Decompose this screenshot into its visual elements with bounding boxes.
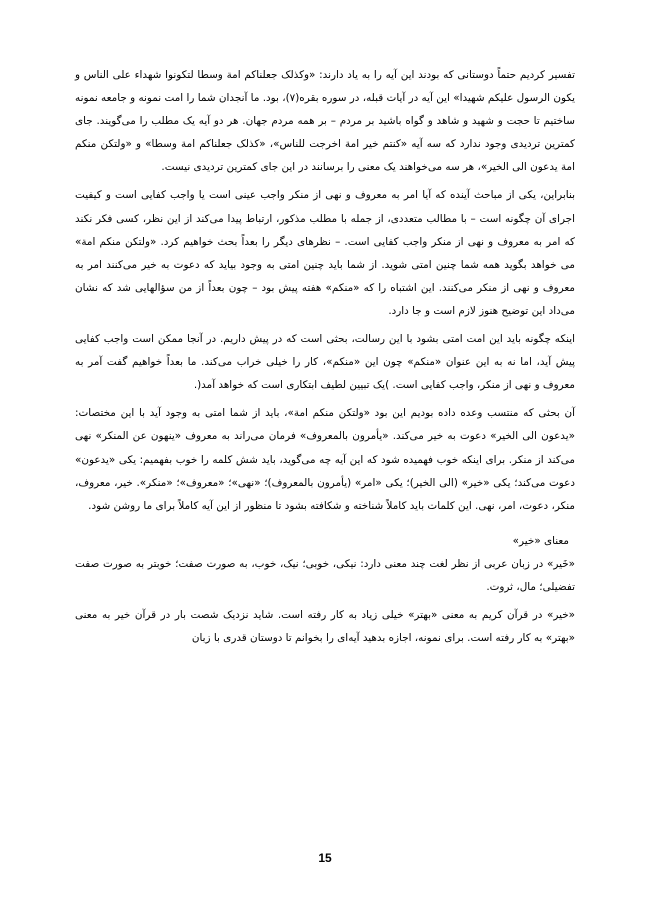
paragraph-khair-meaning: «خَیر» در زبان عربی از نظر لغت چند معنی دارد: نیکی، خوبی؛ نیک، خوب، به صورت صفت؛ خوبتر به صورت صفت تفضیلی؛ مال، ثروت. <box>75 557 575 593</box>
paragraph-wajib-kifai: بنابراین، یکی از مباحث آینده که آیا امر به معروف و نهی از منکر واجب عینی است یا واجب کفایی است و کیفیت اجرای آن چگونه است – با مطالب متعددی، از جمله با مطلب مذکور، ارتباط پیدا می‌کند از این نظر، کسی فکر نکند که امر به معروف و نهی از منکر واجب کفایی است. – نظرهای دیگر را بعداً بحث خواهیم کرد. «ولتکن منکم امة» می خواهد بگوید همه شما چنین امتی شوید. از شما باید چنین امتی به وجود بیاید که دعوت به خیر می‌کنند امر به معروف و نهی از منکر می‌کنند. این اشتباه را که «منکم» هفته پیش بود – چون بعداً از من سؤالهایی شد که نشان می‌داد این توضیح هنوز لازم است و جا دارد. <box>75 189 575 317</box>
paragraph-six-words: آن بحثی که منتسب وعده داده بودیم این بود «ولتکن منکم امة»، باید از شما امتی به وجود آید با این مختصات: «یدعون الی الخیر» دعوت به خیر می‌کند. «یأمرون بالمعروف» فرمان می‌راند به معروف «ینهون عن المنکر» نهی می‌کند از منکر. برای اینکه خوب فهمیده شود که این آیه چه می‌گوید، باید شش کلمه را خوب بفهمیم: یکی «یدعون» دعوت می‌کند؛ یکی «خیر» (الی الخیر)؛ یکی «امر» (یأمرون بالمعروف)؛ «نهی»؛ «معروف»؛ «منکر». خیر، معروف، منکر، دعوت، امر، نهی. این کلمات باید کاملاً شناخته و شکافته بشود تا منظور از این آیه کاملاً برای ما روشن شود. <box>75 407 575 512</box>
paragraph-tafsir: تفسیر کردیم حتماً دوستانی که بودند این آیه را به یاد دارند: «وکذلک جعلناکم امة وسطا لتکونوا شهداء علی الناس و یکون الرسول علیکم شهیدا» این آیه در آیات قبله، در سوره بقره(٧)، بود. ما آنجدان شما را امت نمونه و جامعه نمونه ساختیم تا حجت و شهید و شاهد و گواه باشید بر مردم – بر همه مردم جهان. هر دو آیه یک مطلب را می‌گویند. جای کمترین تردیدی وجود ندارد که سه آیه «کنتم خیر امة اخرجت للناس»، «کذلک جعلناکم امة وسطا» و «ولتکن منکم امة یدعون الی الخیر»، هر سه می‌خواهند یک معنی را برسانند در این جای کمترین تردیدی نیست. <box>75 69 575 174</box>
page-body <box>75 64 575 854</box>
page-number: 15 <box>318 851 332 865</box>
section-heading: معنای «خیر» <box>512 534 569 547</box>
paragraph-khair-quran: «خیر» در قرآن کریم به معنی «بهتر» خیلی زیاد به کار رفته است. شاید نزدیک شصت بار در قرآن خیر به معنی «بهتر» به کار رفته است. برای نمونه، اجازه بدهید آیه‌ای را بخوانم تا دوستان قدری با زبان <box>75 609 575 645</box>
paragraph-ummat-risalat: اینکه چگونه باید این امت امتی بشود با این رسالت، بحثی است که در پیش داریم. در آنجا ممکن است واجب کفایی پیش آید، اما نه به این عنوان «منکم» چون این «منکم»، کار را خیلی خراب می‌کند. ما بعداً خواهیم گفت آمر به معروف و نهی از منکر، واجب کفایی است. )یک تبیین لطیف ابتکاری است که خواهد آمد(. <box>75 333 575 392</box>
